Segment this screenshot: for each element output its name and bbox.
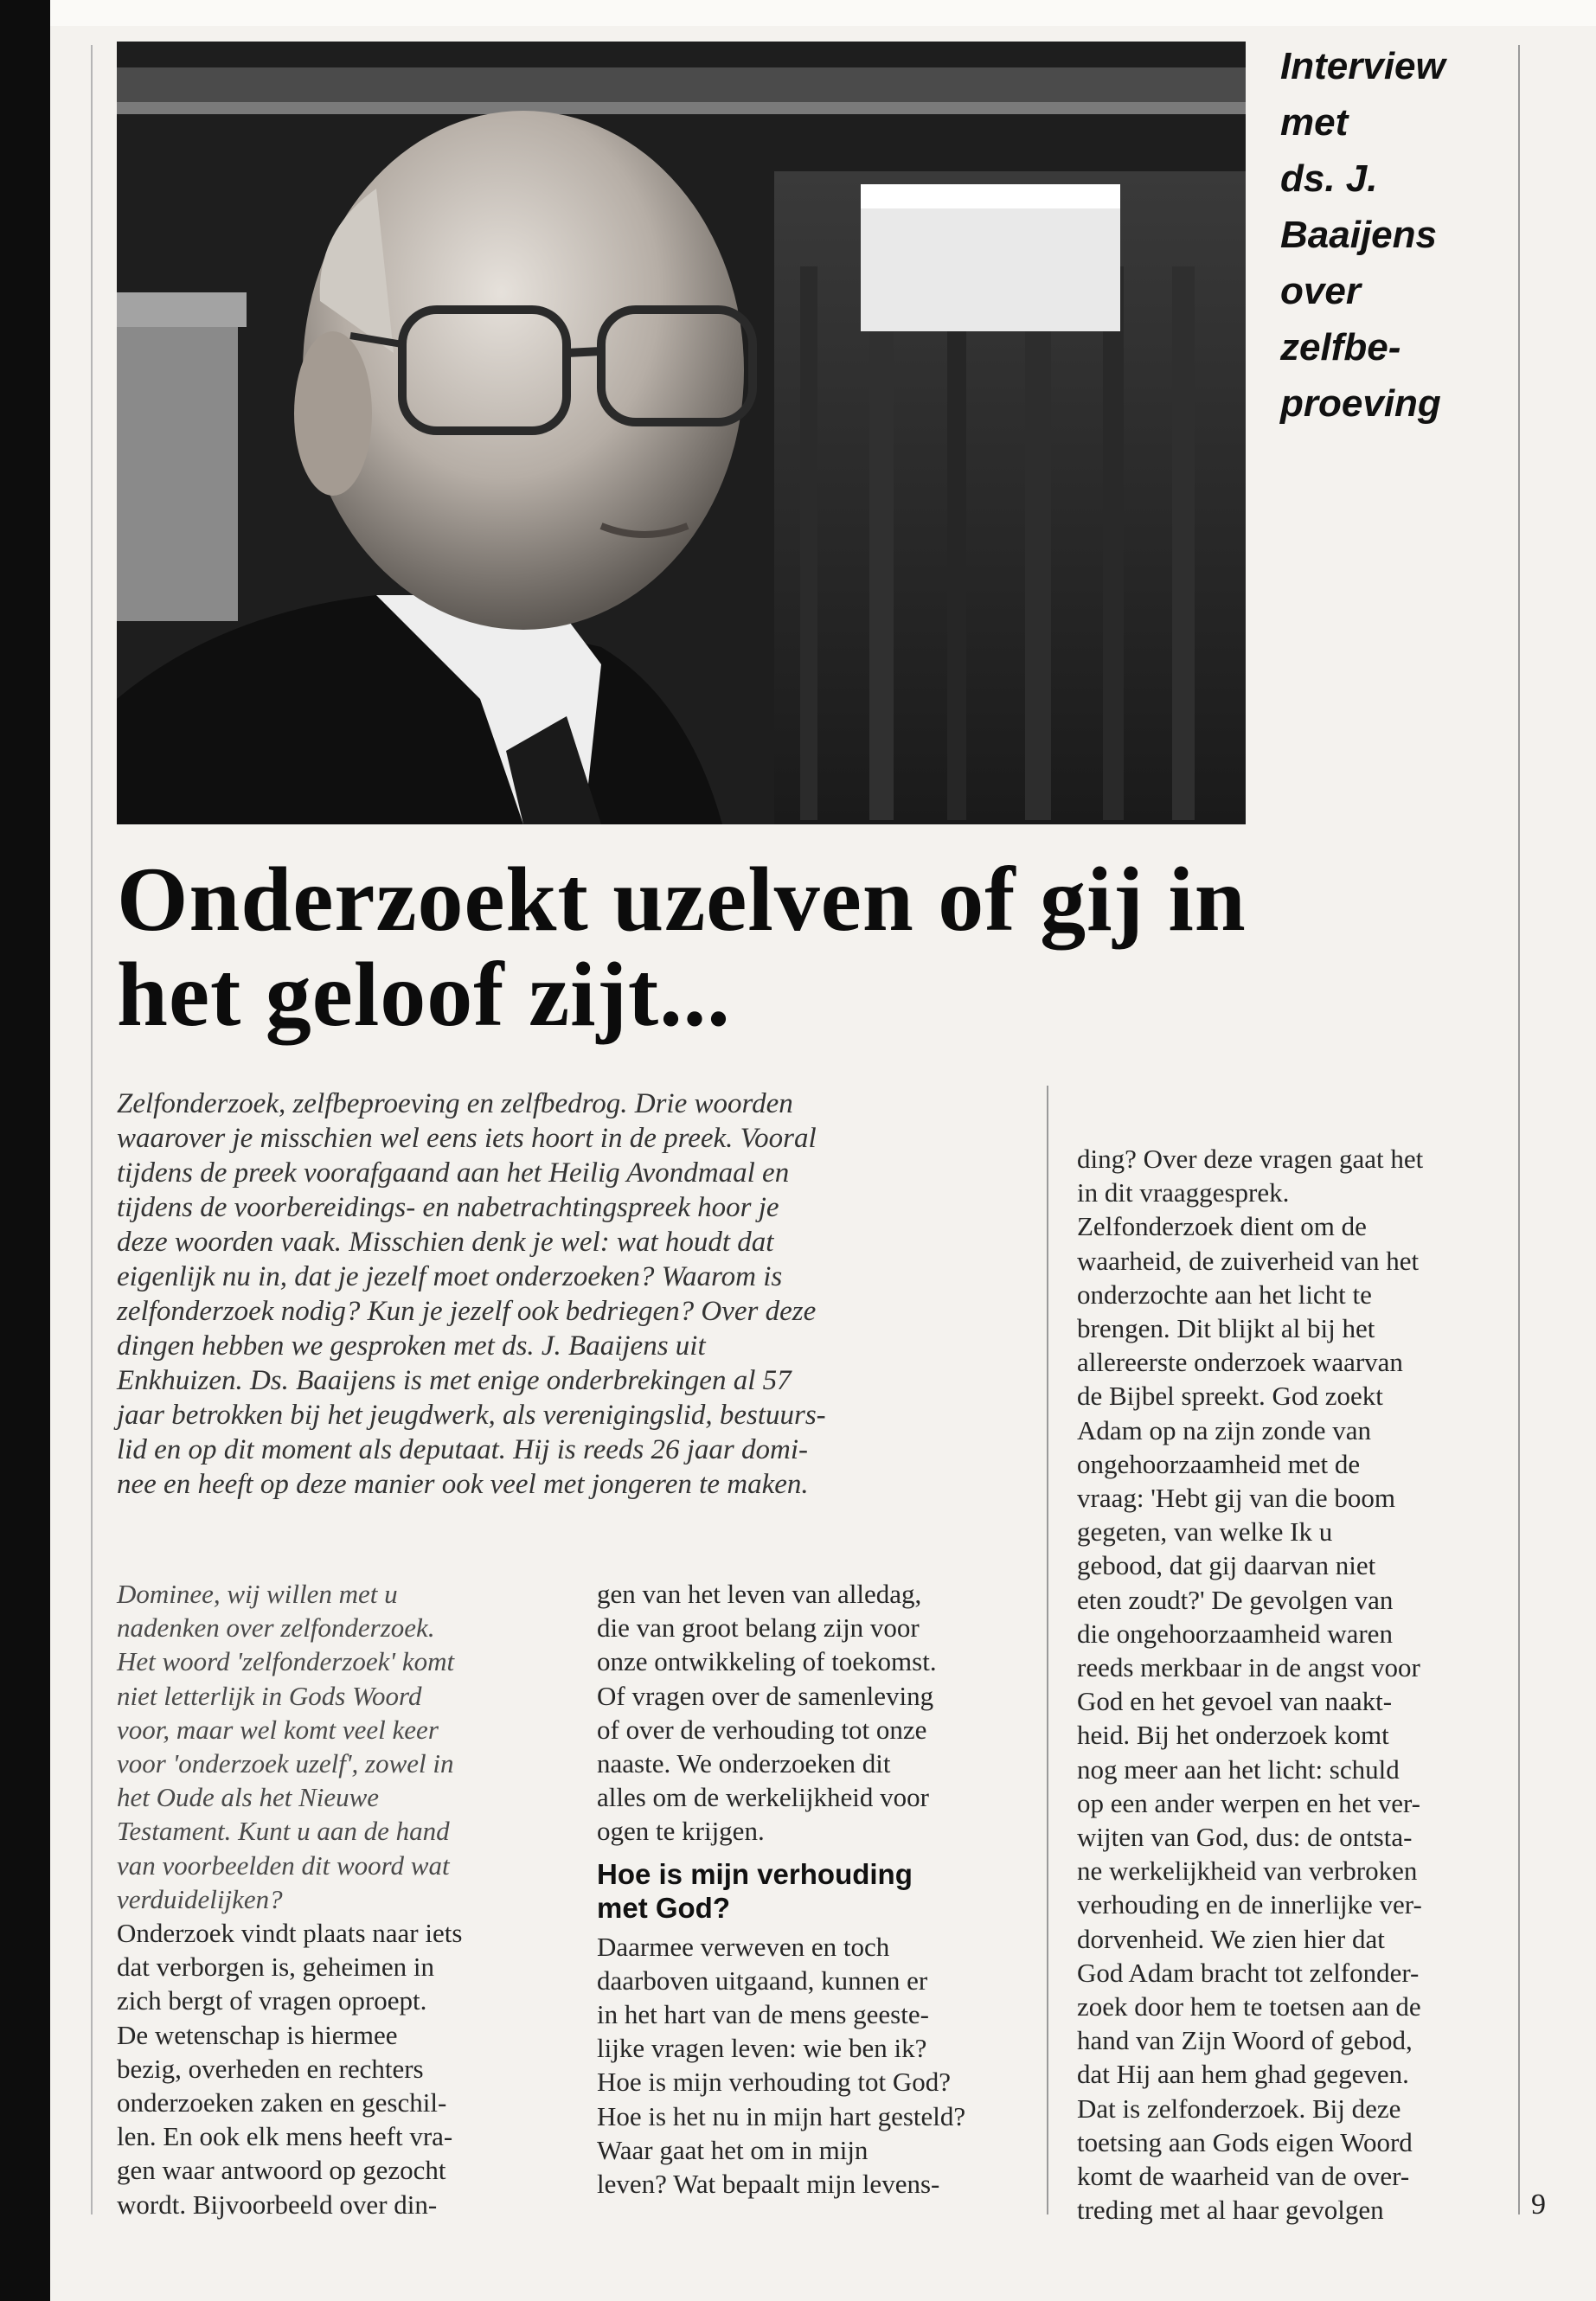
body-line: ne werkelijkheid van verbroken [1077, 1856, 1418, 1887]
body-line: Dat is zelfonderzoek. Bij deze [1077, 2093, 1401, 2124]
interview-kicker [1280, 38, 1566, 432]
page-number: 9 [1531, 2189, 1546, 2221]
intro-line: Enkhuizen. Ds. Baaijens is met enige onderbrekingen al 57 [117, 1365, 792, 1396]
body-line: heid. Bij het onderzoek komt [1077, 1720, 1389, 1751]
article-intro [117, 1086, 1008, 1502]
question-line: verduidelijken? [117, 1883, 283, 1914]
body-line: in het hart van de mens geeste- [597, 1999, 929, 2030]
question-line: het Oude als het Nieuwe [117, 1782, 380, 1813]
body-column-3 [1077, 1142, 1501, 2227]
kicker-line: proeving [1280, 382, 1441, 425]
body-line: ongehoorzaamheid met de [1077, 1448, 1361, 1479]
kicker-line: ds. J. [1280, 157, 1378, 200]
body-line: Hoe is het nu in mijn hart gesteld? [597, 2100, 966, 2131]
body-line: Daarmee verweven en toch [597, 1931, 890, 1962]
body-line: de Bijbel spreekt. God zoekt [1077, 1381, 1383, 1412]
intro-line: deze woorden vaak. Misschien denk je wel: wat houdt dat [117, 1227, 774, 1258]
body-line: God Adam bracht tot zelfonder- [1077, 1957, 1420, 1988]
body-line: naaste. We onderzoeken dit [597, 1748, 891, 1779]
body-line: die van groot belang zijn voor [597, 1612, 920, 1644]
kicker-line: met [1280, 101, 1349, 144]
question-line: Het woord 'zelfonderzoek' komt [117, 1646, 455, 1677]
body-line: ogen te krijgen. [597, 1816, 765, 1847]
body-line: dat Hij aan hem ghad gegeven. [1077, 2059, 1409, 2090]
body-line: zoek door hem te toetsen aan de [1077, 1991, 1421, 2022]
column-rule [1047, 1086, 1048, 2214]
body-line: op een ander werpen en het ver- [1077, 1787, 1421, 1818]
body-column-2 [597, 1577, 1012, 2201]
body-line: nog meer aan het licht: schuld [1077, 1753, 1400, 1785]
question-line: niet letterlijk in Gods Woord [117, 1680, 422, 1711]
kicker-line: zelfbe- [1280, 326, 1401, 369]
intro-line: jaar betrokken bij het jeugdwerk, als verenigingslid, bestuurs- [117, 1400, 826, 1431]
body-line: brengen. Dit blijkt al bij het [1077, 1313, 1375, 1344]
body-line: waarheid, de zuiverheid van het [1077, 1245, 1420, 1276]
intro-line: tijdens de voorbereidings- en nabetrachtingspreek hoor je [117, 1192, 779, 1223]
intro-line: tijdens de preek voorafgaand aan het Heilig Avondmaal en [117, 1157, 790, 1189]
portrait-illustration [117, 42, 1246, 824]
body-line: treding met al haar gevolgen [1077, 2195, 1384, 2226]
answer-line: dat verborgen is, geheimen in [117, 1952, 435, 1983]
body-line: dorvenheid. We zien hier dat [1077, 1923, 1385, 1954]
body-line: gegeten, van welke Ik u [1077, 1516, 1333, 1548]
body-line: of over de verhouding tot onze [597, 1714, 927, 1745]
answer-line: len. En ook elk mens heeft vra- [117, 2121, 453, 2152]
portrait-photo [117, 42, 1246, 824]
intro-line: eigenlijk nu in, dat je jezelf moet onderzoeken? Waarom is [117, 1261, 783, 1292]
article-headline [117, 849, 1466, 1045]
answer-line: onderzoeken zaken en geschil- [117, 2087, 447, 2118]
body-line: daarboven uitgaand, kunnen er [597, 1965, 928, 1996]
scan-edge [0, 0, 50, 2301]
answer-line: Onderzoek vindt plaats naar iets [117, 1918, 463, 1949]
body-line: Zelfonderzoek dient om de [1077, 1211, 1367, 1242]
kicker-line: Baaijens [1280, 214, 1437, 256]
body-line: eten zoudt?' De gevolgen van [1077, 1584, 1394, 1615]
body-line: allereerste onderzoek waarvan [1077, 1347, 1403, 1378]
body-line: toetsing aan Gods eigen Woord [1077, 2126, 1413, 2157]
body-line: Of vragen over de samenleving [597, 1680, 934, 1711]
intro-line: waarover je misschien wel eens iets hoort in de preek. Vooral [117, 1123, 817, 1154]
body-column-1 [117, 1577, 541, 2221]
body-line: verhouding en de innerlijke ver- [1077, 1889, 1422, 1920]
answer-line: wordt. Bijvoorbeeld over din- [117, 2189, 438, 2220]
body-line: gen van het leven van alledag, [597, 1579, 922, 1609]
headline-line: Onderzoekt uzelven of gij in [117, 849, 1247, 950]
body-line: gebood, dat gij daarvan niet [1077, 1550, 1376, 1581]
body-line: onze ontwikkeling of toekomst. [597, 1646, 937, 1677]
subheading-line: met God? [597, 1891, 730, 1924]
intro-line: nee en heeft op deze manier ook veel met jongeren te maken. [117, 1469, 809, 1500]
body-line: Hoe is mijn verhouding tot God? [597, 2067, 951, 2098]
question-line: voor 'onderzoek uzelf', zowel in [117, 1748, 454, 1779]
body-line: leven? Wat bepaalt mijn levens- [597, 2169, 940, 2200]
answer-line: zich bergt of vragen oproept. [117, 1985, 427, 2016]
intro-line: Zelfonderzoek, zelfbeproeving en zelfbedrog. Drie woorden [117, 1088, 793, 1119]
kicker-line: over [1280, 270, 1361, 312]
answer-line: De wetenschap is hiermee [117, 2019, 398, 2050]
column-rule [91, 45, 93, 2214]
page-top-margin [50, 0, 1596, 26]
body-line: ding? Over deze vragen gaat het [1077, 1144, 1424, 1174]
body-line: komt de waarheid van de over- [1077, 2161, 1410, 2192]
body-line: lijke vragen leven: wie ben ik? [597, 2033, 927, 2064]
body-line: hand van Zijn Woord of gebod, [1077, 2025, 1413, 2056]
body-line: alles om de werkelijkheid voor [597, 1782, 929, 1813]
body-line: reeds merkbaar in de angst voor [1077, 1652, 1420, 1683]
question-line: nadenken over zelfonderzoek. [117, 1612, 435, 1644]
intro-line: lid en op dit moment als deputaat. Hij is reeds 26 jaar domi- [117, 1434, 808, 1465]
body-line: Waar gaat het om in mijn [597, 2134, 869, 2165]
section-subheading [597, 1857, 1012, 1925]
question-line: Testament. Kunt u aan de hand [117, 1816, 450, 1847]
question-line: van voorbeelden dit woord wat [117, 1849, 450, 1881]
question-line: Dominee, wij willen met u [117, 1579, 398, 1609]
kicker-line: Interview [1280, 45, 1445, 87]
body-line: Adam op na zijn zonde van [1077, 1414, 1372, 1445]
headline-line: het geloof zijt... [117, 944, 731, 1045]
body-line: God en het gevoel van naakt- [1077, 1686, 1393, 1717]
answer-line: gen waar antwoord op gezocht [117, 2155, 446, 2186]
answer-line: bezig, overheden en rechters [117, 2053, 424, 2084]
body-line: vraag: 'Hebt gij van die boom [1077, 1483, 1396, 1514]
intro-line: zelfonderzoek nodig? Kun je jezelf ook bedriegen? Over deze [117, 1296, 817, 1327]
subheading-line: Hoe is mijn verhouding [597, 1857, 913, 1890]
body-line: in dit vraaggesprek. [1077, 1177, 1290, 1208]
body-line: onderzochte aan het licht te [1077, 1279, 1372, 1310]
body-line: die ongehoorzaamheid waren [1077, 1618, 1393, 1649]
body-line: wijten van God, dus: de ontsta- [1077, 1822, 1413, 1853]
intro-line: dingen hebben we gesproken met ds. J. Baaijens uit [117, 1330, 706, 1362]
question-line: voor, maar wel komt veel keer [117, 1714, 439, 1745]
